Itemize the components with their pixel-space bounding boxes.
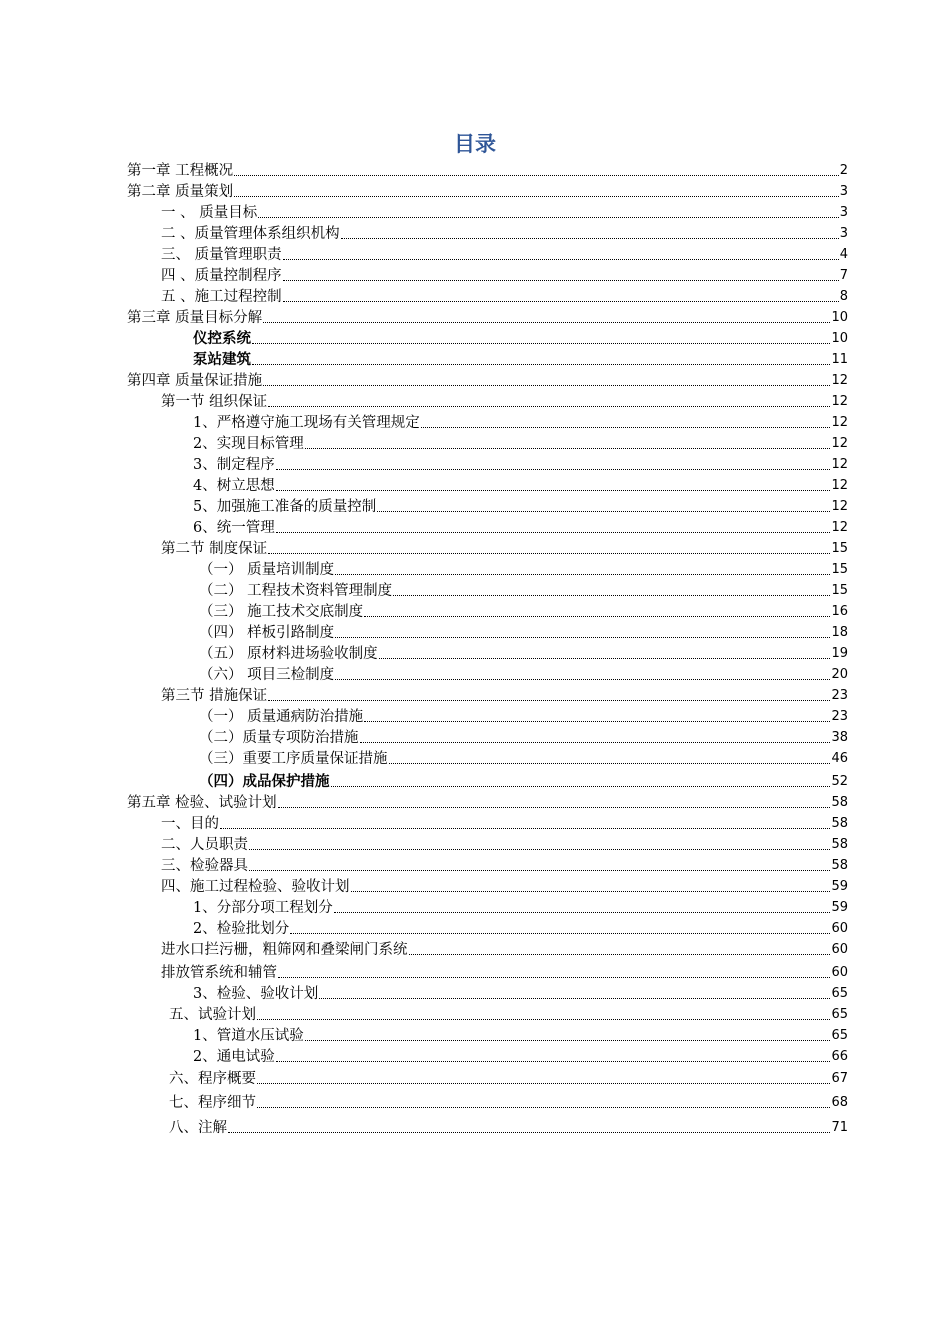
toc-page-number: 12 — [831, 520, 848, 535]
toc-entry-label: 3、检验、验收计划 — [193, 986, 319, 1002]
toc-dot-leader — [228, 1131, 830, 1133]
toc-dot-leader — [377, 510, 830, 512]
toc-page-number: 12 — [831, 436, 848, 451]
toc-entry[interactable] — [193, 475, 848, 495]
toc-page-number: 8 — [839, 289, 848, 304]
toc-page-number: 65 — [831, 986, 848, 1001]
toc-dot-leader — [276, 531, 831, 533]
toc-page-number: 2 — [839, 163, 848, 178]
toc-entry[interactable] — [193, 454, 848, 474]
toc-entry-label: 2、实现目标管理 — [193, 436, 304, 452]
toc-entry[interactable] — [161, 391, 848, 411]
toc-title: 目录 — [454, 132, 496, 156]
toc-entry-label: 五、试验计划 — [169, 1007, 256, 1023]
toc-entry-label: 第四章 质量保证措施 — [127, 373, 263, 389]
toc-page-number: 16 — [831, 604, 848, 619]
toc-entry[interactable] — [199, 727, 848, 747]
toc-entry[interactable] — [193, 433, 848, 453]
toc-dot-leader — [331, 785, 831, 787]
toc-entry-label: 第二章 质量策划 — [127, 184, 234, 200]
toc-entry[interactable] — [193, 897, 848, 917]
toc-dot-leader — [263, 384, 830, 386]
toc-entry[interactable] — [161, 286, 848, 306]
toc-entry[interactable] — [161, 834, 848, 854]
toc-entry[interactable] — [199, 601, 848, 621]
toc-entry-label: 七、程序细节 — [169, 1095, 256, 1111]
toc-page-number: 58 — [831, 816, 848, 831]
toc-entry[interactable] — [127, 181, 848, 201]
toc-entry-label: （四）成品保护措施 — [199, 774, 330, 790]
toc-dot-leader — [335, 573, 830, 575]
toc-entry-label: 六、程序概要 — [169, 1071, 256, 1087]
toc-dot-leader — [393, 594, 830, 596]
toc-dot-leader — [290, 932, 830, 934]
toc-dot-leader — [258, 216, 839, 218]
toc-entry-label: 1、严格遵守施工现场有关管理规定 — [193, 415, 420, 431]
toc-entry-label: 四、施工过程检验、验收计划 — [161, 879, 350, 895]
toc-dot-leader — [257, 1106, 830, 1108]
toc-page-number: 12 — [831, 415, 848, 430]
toc-entry-label: （四） 样板引路制度 — [199, 625, 335, 641]
toc-entry[interactable] — [199, 706, 848, 726]
toc-entry-label: 2、检验批划分 — [193, 921, 290, 937]
toc-dot-leader — [276, 489, 831, 491]
toc-dot-leader — [335, 678, 830, 680]
toc-page-number: 66 — [831, 1049, 848, 1064]
toc-dot-leader — [283, 258, 839, 260]
toc-entry-label: 二、人员职责 — [161, 837, 248, 853]
toc-entry[interactable] — [169, 1068, 848, 1088]
toc-entry-label: 排放管系统和辅管 — [161, 965, 277, 981]
toc-entry-label: 第三节 措施保证 — [161, 688, 268, 704]
toc-entry-label: 五 、施工过程控制 — [161, 289, 282, 305]
toc-page-number: 52 — [831, 774, 848, 789]
toc-page-number: 18 — [831, 625, 848, 640]
toc-dot-leader — [252, 342, 830, 344]
toc-dot-leader — [268, 405, 830, 407]
toc-entry[interactable] — [193, 349, 848, 369]
toc-entry-label: （二）质量专项防治措施 — [199, 730, 359, 746]
toc-entry-label: （二） 工程技术资料管理制度 — [199, 583, 393, 599]
toc-dot-leader — [305, 447, 831, 449]
toc-entry-label: 泵站建筑 — [193, 352, 251, 368]
toc-entry[interactable] — [199, 748, 848, 768]
toc-dot-leader — [268, 552, 830, 554]
toc-entry[interactable] — [193, 496, 848, 516]
toc-page-number: 12 — [831, 478, 848, 493]
toc-page-number: 3 — [839, 205, 848, 220]
toc-entry[interactable] — [199, 771, 848, 791]
toc-entry-label: 仪控系统 — [193, 331, 251, 347]
toc-dot-leader — [409, 953, 831, 955]
toc-entry[interactable] — [127, 307, 848, 327]
toc-entry[interactable] — [169, 1004, 848, 1024]
toc-page-number: 10 — [831, 310, 848, 325]
toc-entry[interactable] — [199, 643, 848, 663]
toc-entry[interactable] — [199, 559, 848, 579]
toc-dot-leader — [283, 279, 839, 281]
toc-page-number: 19 — [831, 646, 848, 661]
toc-dot-leader — [389, 762, 831, 764]
toc-page-number: 12 — [831, 373, 848, 388]
toc-entry[interactable] — [161, 876, 848, 896]
toc-entry[interactable] — [161, 265, 848, 285]
toc-entry[interactable] — [127, 160, 848, 180]
toc-entry-label: （一） 质量培训制度 — [199, 562, 335, 578]
toc-dot-leader — [283, 300, 839, 302]
toc-page-number: 7 — [839, 268, 848, 283]
toc-entry[interactable] — [199, 664, 848, 684]
toc-entry[interactable] — [193, 1025, 848, 1045]
toc-dot-leader — [319, 997, 830, 999]
toc-entry-label: 进水口拦污栅，粗筛网和叠梁闸门系统 — [161, 942, 408, 958]
toc-entry[interactable] — [161, 223, 848, 243]
toc-page-number: 11 — [831, 352, 848, 367]
toc-entry[interactable] — [127, 792, 848, 812]
toc-entry-label: 三、检验器具 — [161, 858, 248, 874]
toc-dot-leader — [276, 468, 831, 470]
toc-entry-label: 1、分部分项工程划分 — [193, 900, 333, 916]
toc-entry-label: 一 、 质量目标 — [161, 205, 258, 221]
toc-dot-leader — [341, 237, 839, 239]
toc-entry[interactable] — [193, 1046, 848, 1066]
toc-entry[interactable] — [161, 939, 848, 959]
toc-entry[interactable] — [161, 855, 848, 875]
toc-page-number: 15 — [831, 562, 848, 577]
toc-dot-leader — [257, 1082, 830, 1084]
toc-entry[interactable] — [193, 918, 848, 938]
toc-entry-label: 第二节 制度保证 — [161, 541, 268, 557]
toc-entry-label: （五） 原材料进场验收制度 — [199, 646, 378, 662]
toc-page-number: 68 — [831, 1095, 848, 1110]
toc-entry[interactable] — [127, 370, 848, 390]
toc-dot-leader — [360, 741, 831, 743]
toc-entry-label: 第一章 工程概况 — [127, 163, 234, 179]
toc-dot-leader — [257, 1018, 830, 1020]
toc-page-number: 20 — [831, 667, 848, 682]
toc-entry[interactable] — [199, 580, 848, 600]
toc-page-number: 15 — [831, 583, 848, 598]
toc-page-number: 65 — [831, 1028, 848, 1043]
toc-dot-leader — [249, 848, 830, 850]
toc-entry[interactable] — [193, 412, 848, 432]
toc-entry-label: 5、加强施工准备的质量控制 — [193, 499, 377, 515]
toc-entry[interactable] — [161, 685, 848, 705]
toc-entry-label: 八、注解 — [169, 1120, 227, 1136]
toc-entry-label: 1、管道水压试验 — [193, 1028, 304, 1044]
toc-page-number: 46 — [831, 751, 848, 766]
toc-entry-label: 第五章 检验、试验计划 — [127, 795, 277, 811]
toc-entry-label: 三、 质量管理职责 — [161, 247, 282, 263]
toc-entry[interactable] — [169, 1092, 848, 1112]
toc-page-number: 71 — [831, 1120, 848, 1135]
toc-entry-label: 四 、质量控制程序 — [161, 268, 282, 284]
toc-page-number: 59 — [831, 900, 848, 915]
toc-page-number: 58 — [831, 837, 848, 852]
toc-entry-label: （一） 质量通病防治措施 — [199, 709, 364, 725]
toc-page-number: 12 — [831, 457, 848, 472]
toc-dot-leader — [278, 976, 830, 978]
toc-dot-leader — [263, 321, 830, 323]
toc-entry-label: 第三章 质量目标分解 — [127, 310, 263, 326]
toc-page-number: 15 — [831, 541, 848, 556]
toc-dot-leader — [305, 1039, 831, 1041]
toc-entry-label: （三）重要工序质量保证措施 — [199, 751, 388, 767]
toc-dot-leader — [334, 911, 831, 913]
toc-entry-label: 3、制定程序 — [193, 457, 275, 473]
toc-entry[interactable] — [161, 538, 848, 558]
toc-page-number: 67 — [831, 1071, 848, 1086]
toc-dot-leader — [364, 615, 830, 617]
toc-page-number: 65 — [831, 1007, 848, 1022]
toc-page-number: 59 — [831, 879, 848, 894]
toc-entry-label: 6、统一管理 — [193, 520, 275, 536]
toc-dot-leader — [234, 174, 839, 176]
toc-entry[interactable] — [169, 1117, 848, 1137]
toc-page-number: 58 — [831, 858, 848, 873]
toc-entry[interactable] — [161, 813, 848, 833]
toc-page-number: 12 — [831, 499, 848, 514]
toc-entry-label: 二 、质量管理体系组织机构 — [161, 226, 340, 242]
toc-entry-label: 第一节 组织保证 — [161, 394, 268, 410]
toc-entry-label: 一、目的 — [161, 816, 219, 832]
toc-page-number: 38 — [831, 730, 848, 745]
toc-entry-label: 4、树立思想 — [193, 478, 275, 494]
toc-page-number: 60 — [831, 921, 848, 936]
toc-entry[interactable] — [199, 622, 848, 642]
toc-page-number: 3 — [839, 226, 848, 241]
toc-entry[interactable] — [193, 517, 848, 537]
toc-entry-label: （三） 施工技术交底制度 — [199, 604, 364, 620]
toc-entry[interactable] — [161, 202, 848, 222]
toc-entry-label: 2、通电试验 — [193, 1049, 275, 1065]
toc-page-number: 60 — [831, 965, 848, 980]
toc-page-number: 4 — [839, 247, 848, 262]
toc-page-number: 23 — [831, 688, 848, 703]
toc-page-number: 10 — [831, 331, 848, 346]
toc-dot-leader — [421, 426, 831, 428]
toc-dot-leader — [268, 699, 830, 701]
toc-dot-leader — [278, 806, 831, 808]
toc-dot-leader — [335, 636, 830, 638]
toc-dot-leader — [249, 869, 830, 871]
toc-page-number: 60 — [831, 942, 848, 957]
toc-dot-leader — [276, 1060, 831, 1062]
toc-dot-leader — [252, 363, 830, 365]
toc-entry[interactable] — [193, 328, 848, 348]
toc-entry[interactable] — [193, 983, 848, 1003]
toc-entry[interactable] — [161, 244, 848, 264]
toc-dot-leader — [379, 657, 831, 659]
toc-page-number: 3 — [839, 184, 848, 199]
toc-dot-leader — [364, 720, 830, 722]
toc-dot-leader — [220, 827, 830, 829]
toc-dot-leader — [234, 195, 839, 197]
toc-entry[interactable] — [161, 962, 848, 982]
toc-dot-leader — [351, 890, 831, 892]
toc-page-number: 23 — [831, 709, 848, 724]
toc-entry-label: （六） 项目三检制度 — [199, 667, 335, 683]
toc-page-number: 58 — [831, 795, 848, 810]
toc-page-number: 12 — [831, 394, 848, 409]
